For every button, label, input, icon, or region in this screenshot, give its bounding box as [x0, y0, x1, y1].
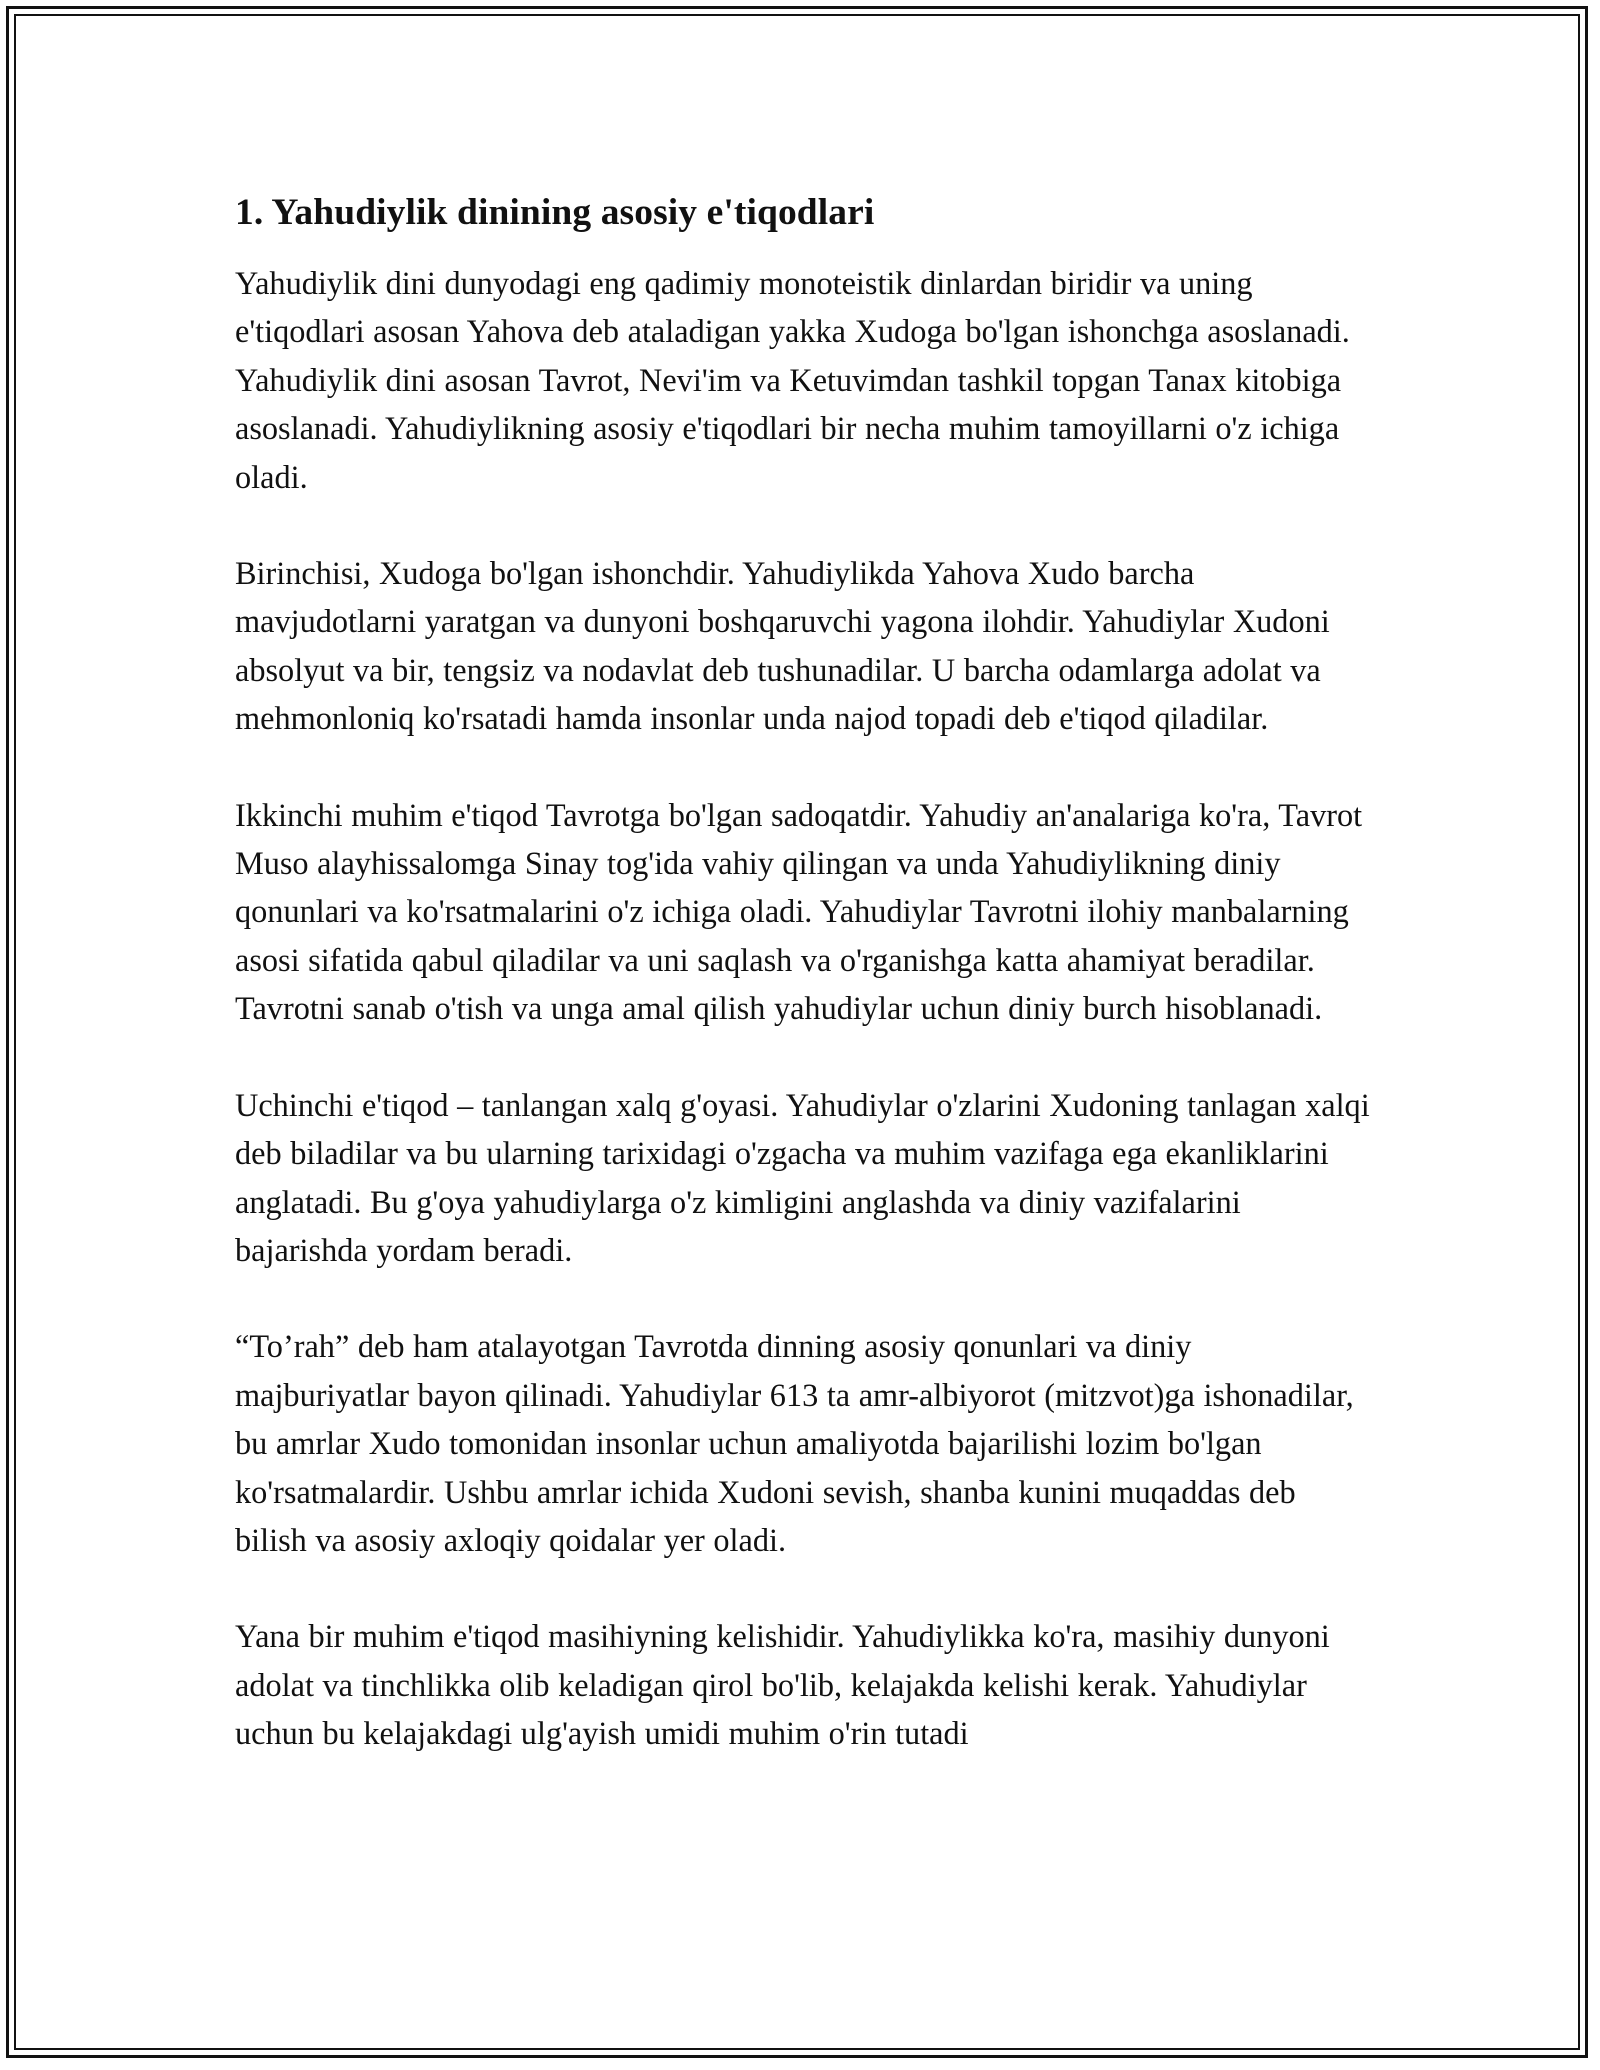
- paragraph-third-belief: Uchinchi e'tiqod – tanlangan xalq g'oyasi. Yahudiylar o'zlarini Xudoning tanlagan xalqi deb biladilar va bu ularning tarixidagi o'zgacha va muhim vazifaga ega ekanliklarini anglatadi. Bu g'oya yahudiylarga o'z kimligini anglashda va diniy vazifalarini bajarishda yordam beradi.: [235, 1086, 1370, 1268]
- paragraph-second-belief: Ikkinchi muhim e'tiqod Tavrotga bo'lgan sadoqatdir. Yahudiy an'analariga ko'ra, Tavrot Muso alayhissalomga Sinay tog'ida vahiy qilingan va unda Yahudiylikning diniy qonunlari va ko'rsatmalarini o'z ichiga oladi. Yahudiylar Tavrotni ilohiy manbalarning asosi sifatida qabul qiladilar va uni saqlash va o'rganishga katta ahamiyat beradilar. Tavrotni sanab o'tish va unga amal qilish yahudiylar uchun diniy burch hisoblanadi.: [235, 796, 1363, 1027]
- paragraph-intro: Yahudiylik dini dunyodagi eng qadimiy monoteistik dinlardan biridir va uning e'tiqodlari asosan Yahova deb ataladigan yakka Xudoga bo'lgan ishonchga asoslanadi. Yahudiylik dini asosan Tavrot, Nevi'im va Ketuvimdan tashkil topgan Tanax kitobiga asoslanadi. Yahudiylikning asosiy e'tiqodlari bir necha muhim tamoyillarni o'z ichiga oladi.: [235, 265, 1350, 495]
- section-heading: 1. Yahudiylik dinining asosiy e'tiqodlari: [235, 192, 875, 233]
- paragraph-torah-laws: “To’rah” deb ham atalayotgan Tavrotda dinning asosiy qonunlari va diniy majburiyatlar bayon qilinadi. Yahudiylar 613 ta amr-albiyorot (mitzvot)ga ishonadilar, bu amrlar Xudo tomonidan insonlar uchun amaliyotda bajarilishi lozim bo'lgan ko'rsatmalardir. Ushbu amrlar ichida Xudoni sevish, shanba kunini muqaddas deb bilish va asosiy axloqiy qoidalar yer oladi.: [235, 1328, 1354, 1558]
- paragraph-messiah: Yana bir muhim e'tiqod masihiyning kelishidir. Yahudiylikka ko'ra, masihiy dunyoni adolat va tinchlikka olib keladigan qirol bo'lib, kelajakda kelishi kerak. Yahudiylar uchun bu kelajakdagi ulg'ayish umidi muhim o'rin tutadi: [235, 1618, 1330, 1752]
- document-body: [235, 187, 1370, 1758]
- paragraph-first-belief: Birinchisi, Xudoga bo'lgan ishonchdir. Yahudiylikda Yahova Xudo barcha mavjudotlarni yaratgan va dunyoni boshqaruvchi yagona ilohdir. Yahudiylar Xudoni absolyut va bir, tengsiz va nodavlat deb tushunadilar. U barcha odamlarga adolat va mehmonloniq ko'rsatadi hamda insonlar unda najod topadi deb e'tiqod qiladilar.: [235, 555, 1330, 737]
